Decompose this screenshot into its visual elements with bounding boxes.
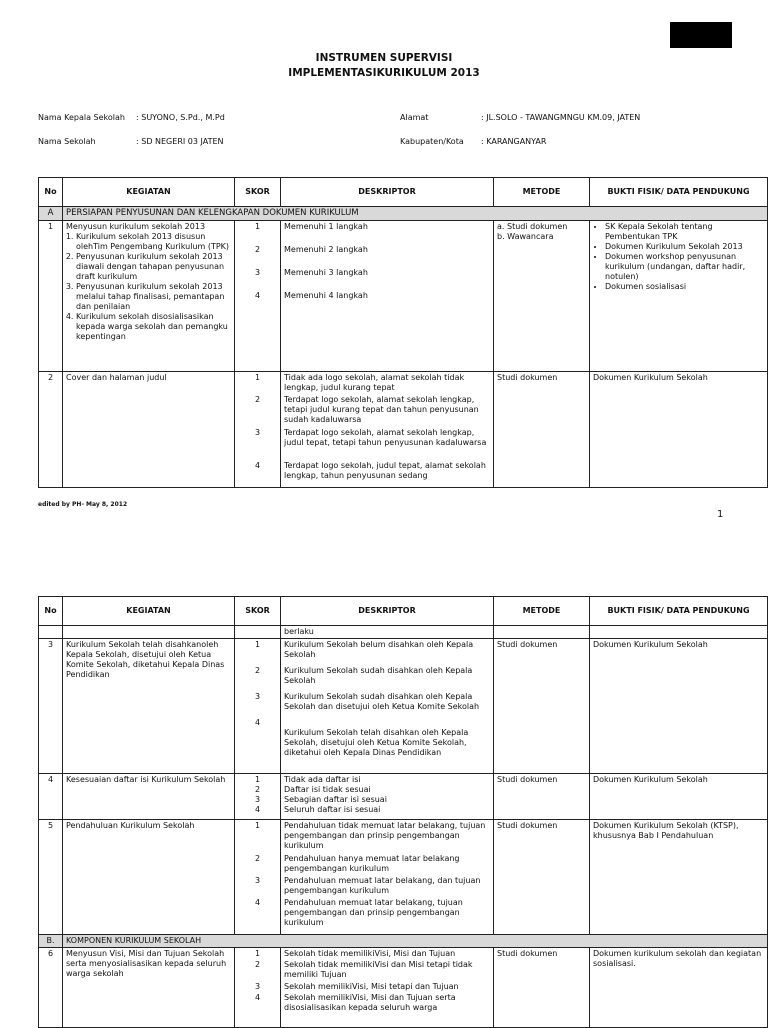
kabupaten-value: : KARANGANYAR <box>481 137 547 146</box>
col-kegiatan: KEGIATAN <box>63 597 235 626</box>
kepala-label: Nama Kepala Sekolah <box>38 113 125 122</box>
kegiatan-cell: Pendahuluan Kurikulum Sekolah <box>63 820 235 935</box>
skor-value: 2 <box>254 666 261 675</box>
skor-value: 2 <box>254 785 261 794</box>
deskriptor-cell <box>281 639 494 774</box>
deskriptor-item: Terdapat logo sekolah, alamat sekolah lengkap, judul tepat, tetapi tahun penyusunan kadaluwarsa <box>284 427 487 447</box>
deskriptor-item: Memenuhi 3 langkah <box>284 267 368 277</box>
section-b-label: KOMPONEN KURIKULUM SEKOLAH <box>63 935 768 948</box>
bukti-cell: Dokumen Kurikulum Sekolah <box>590 639 768 774</box>
skor-value: 1 <box>254 640 261 649</box>
col-no: No <box>39 178 63 207</box>
skor-value: 2 <box>254 244 261 254</box>
deskriptor-item: Pendahuluan memuat latar belakang, tujuan pengembangan dan prinsip pengembangan kurikulum <box>284 898 463 927</box>
bukti-cell: Dokumen Kurikulum Sekolah (KTSP), khususnya Bab I Pendahuluan <box>590 820 768 935</box>
deskriptor-item: Tidak ada logo sekolah, alamat sekolah tidak lengkap, judul kurang tepat <box>284 372 465 392</box>
section-a-label: PERSIAPAN PENYUSUNAN DAN KELENGKAPAN DOKUMEN KURIKULUM <box>63 207 768 221</box>
deskriptor-cell <box>281 371 494 487</box>
col-metode: METODE <box>494 178 590 207</box>
kegiatan-cell: Kesesuaian daftar isi Kurikulum Sekolah <box>63 774 235 820</box>
deskriptor-item: Sekolah tidak memilikiVisi, Misi dan Tujuan <box>284 949 456 958</box>
deskriptor-item: Memenuhi 4 langkah <box>284 290 368 300</box>
deskriptor-cell <box>281 948 494 1028</box>
alamat-value: : JL.SOLO - TAWANGMNGU KM.09, JATEN <box>481 113 641 122</box>
deskriptor-cell <box>281 774 494 820</box>
skor-value: 4 <box>254 460 261 470</box>
metode-cell: Studi dokumen <box>494 948 590 1028</box>
col-skor: SKOR <box>235 597 281 626</box>
skor-value: 1 <box>254 221 261 231</box>
deskriptor-item: Kurikulum Sekolah belum disahkan oleh Kepala Sekolah <box>284 640 474 659</box>
skor-value: 4 <box>254 290 261 300</box>
table-row <box>39 220 768 371</box>
skor-cell <box>235 371 281 487</box>
skor-cell <box>235 774 281 820</box>
section-b-row <box>39 935 768 948</box>
table-row <box>39 371 768 487</box>
skor-value: 3 <box>254 427 261 437</box>
skor-value: 3 <box>254 876 261 885</box>
bukti-item: • Dokumen workshop penyusunan kurikulum (undangan, daftar hadir, notulen) <box>605 252 764 282</box>
supervision-table-page1 <box>38 177 768 488</box>
deskriptor-cell <box>281 820 494 935</box>
sekolah-label: Nama Sekolah <box>38 137 96 146</box>
section-a-row <box>39 207 768 221</box>
skor-value: 1 <box>254 949 261 958</box>
metode-cell: Studi dokumen <box>494 774 590 820</box>
bukti-item: • SK Kepala Sekolah tentang Pembentukan TPK <box>605 222 764 242</box>
deskriptor-item: Pendahuluan hanya memuat latar belakang pengembangan kurikulum <box>284 854 460 873</box>
deskriptor-item: Seluruh daftar isi sesuai <box>284 805 381 814</box>
deskriptor-item: Kurikulum Sekolah sudah disahkan oleh Kepala Sekolah <box>284 666 473 685</box>
section-b-no: B. <box>39 935 63 948</box>
kegiatan-cell: Menyusun Visi, Misi dan Tujuan Sekolah serta menyosialisasikan kepada seluruh warga sekolah <box>63 948 235 1028</box>
skor-value: 4 <box>254 805 261 814</box>
bukti-item: • Dokumen Kurikulum Sekolah 2013 <box>605 242 764 252</box>
col-bukti: BUKTI FISIK/ DATA PENDUKUNG <box>590 597 768 626</box>
bukti-cell: Dokumen kurikulum sekolah dan kegiatan sosialisasi. <box>590 948 768 1028</box>
kegiatan-item: 3. Penyusunan kurikulum sekolah 2013 melalui tahap finalisasi, pemantapan dan penilaian <box>76 282 231 312</box>
kegiatan-cell: Cover dan halaman judul <box>63 371 235 487</box>
deskriptor-item: Memenuhi 1 langkah <box>284 221 368 231</box>
skor-cell <box>235 948 281 1028</box>
bukti-cell: Dokumen Kurikulum Sekolah <box>590 371 768 487</box>
skor-value: 3 <box>254 692 261 701</box>
kegiatan-item: 2. Penyusunan kurikulum sekolah 2013 diawali dengan tahapan penyusunan draft kurikulum <box>76 252 231 282</box>
skor-cell <box>235 220 281 371</box>
bukti-item: • Dokumen sosialisasi <box>605 282 764 292</box>
table-header-row <box>39 178 768 207</box>
table-row <box>39 948 768 1028</box>
skor-value: 3 <box>254 982 261 991</box>
deskriptor-item: Memenuhi 2 langkah <box>284 244 368 254</box>
skor-value: 3 <box>254 267 261 277</box>
kepala-value: : SUYONO, S.Pd., M.Pd <box>136 113 225 122</box>
skor-value: 4 <box>254 718 261 727</box>
row-no: 2 <box>39 371 63 487</box>
row-no: 1 <box>39 220 63 371</box>
skor-value: 1 <box>254 775 261 784</box>
row-no: 3 <box>39 639 63 774</box>
col-bukti: BUKTI FISIK/ DATA PENDUKUNG <box>590 178 768 207</box>
deskriptor-item: Kurikulum Sekolah sudah disahkan oleh Kepala Sekolah dan disetujui oleh Ketua Komite Sekolah <box>284 692 480 711</box>
skor-value: 2 <box>254 854 261 863</box>
deskriptor-item: Daftar isi tidak sesuai <box>284 785 371 794</box>
row-no: 5 <box>39 820 63 935</box>
col-skor: SKOR <box>235 178 281 207</box>
bukti-cell <box>590 220 768 371</box>
page-number: 1 <box>717 509 724 520</box>
skor-cell <box>235 639 281 774</box>
skor-value: 1 <box>254 372 261 382</box>
deskriptor-item: Sekolah tidak memilikiVisi dan Misi tetapi tidak memiliki Tujuan <box>284 960 473 979</box>
deskriptor-item: Pendahuluan memuat latar belakang, dan tujuan pengembangan kurikulum <box>284 876 481 895</box>
metode-item: b. Wawancara <box>497 231 554 241</box>
metode-cell: Studi dokumen <box>494 639 590 774</box>
deskriptor-item: Kurikulum Sekolah telah disahkan oleh Kepala Sekolah, disetujui oleh Ketua Komite Sekolah, diketahui oleh Kepala Dinas Pendidikan <box>284 728 469 757</box>
continuation-row <box>39 626 768 639</box>
col-deskriptor: DESKRIPTOR <box>281 178 494 207</box>
skor-value: 4 <box>254 898 261 907</box>
skor-value: 2 <box>254 394 261 404</box>
table-row <box>39 820 768 935</box>
alamat-label: Alamat <box>400 113 429 122</box>
deskriptor-item: Terdapat logo sekolah, judul tepat, alamat sekolah lengkap, tahun penyusunan sedang <box>284 460 486 480</box>
col-metode: METODE <box>494 597 590 626</box>
metode-cell: Studi dokumen <box>494 371 590 487</box>
kegiatan-cell: Kurikulum Sekolah telah disahkanoleh Kepala Sekolah, disetujui oleh Ketua Komite Sekolah, diketahui Kepala Dinas Pendidikan <box>63 639 235 774</box>
col-no: No <box>39 597 63 626</box>
kegiatan-title: Menyusun kurikulum sekolah 2013 <box>66 221 206 231</box>
metode-cell <box>494 220 590 371</box>
kegiatan-item: 4. Kurikulum sekolah disosialisasikan kepada warga sekolah dan pemangku kepentingan <box>76 312 231 342</box>
skor-value: 2 <box>254 960 261 969</box>
skor-value: 1 <box>254 821 261 830</box>
deskriptor-cell <box>281 220 494 371</box>
deskriptor-item: Sebagian daftar isi sesuai <box>284 795 387 804</box>
deskriptor-item: Terdapat logo sekolah, alamat sekolah lengkap, tetapi judul kurang tepat dan tahun penyusunan sudah kadaluwarsa <box>284 394 479 424</box>
kabupaten-label: Kabupaten/Kota <box>400 137 464 146</box>
document-title: INSTRUMEN SUPERVISI <box>315 52 453 64</box>
col-deskriptor: DESKRIPTOR <box>281 597 494 626</box>
table-row <box>39 639 768 774</box>
document-subtitle: IMPLEMENTASIKURIKULUM 2013 <box>288 67 480 79</box>
table-header-row <box>39 597 768 626</box>
redaction-box <box>670 22 732 48</box>
deskriptor-item: Tidak ada daftar isi <box>284 775 361 784</box>
row-no: 4 <box>39 774 63 820</box>
metode-item: a. Studi dokumen <box>497 221 568 231</box>
skor-cell <box>235 820 281 935</box>
kegiatan-item: 1. Kurikulum sekolah 2013 disusun olehTim Pengembang Kurikulum (TPK) <box>76 232 231 252</box>
continuation-text: berlaku <box>281 626 494 639</box>
edited-note: edited by PH- May 8, 2012 <box>38 501 128 508</box>
metode-cell: Studi dokumen <box>494 820 590 935</box>
bukti-cell: Dokumen Kurikulum Sekolah <box>590 774 768 820</box>
deskriptor-item: Sekolah memilikiVisi, Misi dan Tujuan serta disosialisasikan kepada seluruh warga <box>284 993 456 1012</box>
row-no: 6 <box>39 948 63 1028</box>
skor-value: 4 <box>254 993 261 1002</box>
deskriptor-item: Pendahuluan tidak memuat latar belakang, tujuan pengembangan dan prinsip pengembangan kurikulum <box>284 821 486 850</box>
kegiatan-cell <box>63 220 235 371</box>
section-a-no: A <box>39 207 63 221</box>
col-kegiatan: KEGIATAN <box>63 178 235 207</box>
supervision-table-page2 <box>38 596 768 1028</box>
sekolah-value: : SD NEGERI 03 JATEN <box>136 137 224 146</box>
table-row <box>39 774 768 820</box>
deskriptor-item: Sekolah memilikiVisi, Misi tetapi dan Tujuan <box>284 982 459 991</box>
skor-value: 3 <box>254 795 261 804</box>
